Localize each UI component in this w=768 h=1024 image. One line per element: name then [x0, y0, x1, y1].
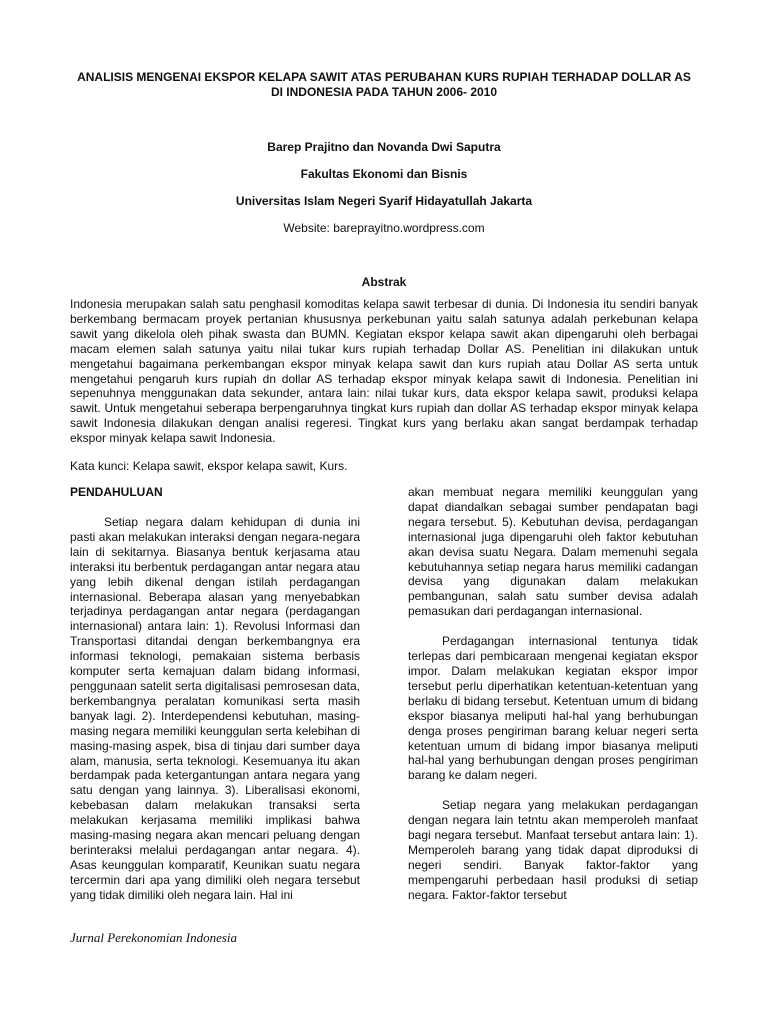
left-column	[70, 485, 360, 903]
journal-footer: Jurnal Perekonomian Indonesia	[70, 930, 238, 945]
section-heading: PENDAHULUAN	[70, 485, 163, 499]
intro-paragraph: Setiap negara dalam kehidupan di dunia ini pasti akan melakukan interaksi dengan negara-negara lain di sekitarnya. Biasanya bentuk kerjasama atau interaksi itu berbentuk perdagangan antar negara atau yang lebih dikenal dengan istilah perdagangan internasional. Beberapa alasan yang menyebabkan terjadinya perdagangan antar negara (perdagangan internasional) antara lain: 1). Revolusi Informasi dan Transportasi ditandai dengan berkembangnya era informasi teknologi, pemakaian sistema berbasis komputer serta kemajuan dalam bidang informasi, penggunaan satelit serta digitalisasi pemrosesan data, berkembangnya peralatan komunikasi serta masih banyak lagi. 2). Interdependensi kebutuhan, masing-masing negara memiliki keunggulan serta kelebihan di masing-masing aspek, bisa di tinjau dari sumber daya alam, manusia, serta teknologi. Kesemuanya itu akan berdampak pada ketergantungan antara negara yang satu dengan yang lainnya. 3). Liberalisasi ekonomi, kebebasan dalam melakukan transaksi serta melakukan kerjasama memiliki implikasi bahwa masing-masing negara akan mencari peluang dengan berinteraksi melalui perdagangan antar negara. 4). Asas keunggulan komparatif, Keunikan suatu negara tercermin dari apa yang dimiliki oleh negara tersebut yang tidak dimiliki oleh negara lain. Hal ini	[70, 515, 360, 902]
website-link[interactable]: Website: bareprayitno.wordpress.com	[283, 221, 485, 235]
abstract-body: Indonesia merupakan salah satu penghasil komoditas kelapa sawit terbesar di dunia. Di Indonesia itu sendiri banyak berkembang bermacam proyek pertanian khususnya perkebunan yaitu salah satunya adalah perkebunan kelapa sawit yang dikelola oleh pihak swasta dan BUMN. Kegiatan ekspor kelapa sawit akan dipengaruhi oleh berbagai macam elemen salah satunya yaitu nilai tukar kurs rupiah terhadap Dollar AS. Penelitian ini dilakukan untuk mengetahui bagaimana perkembangan ekspor minyak kelapa sawit dan kurs rupiah atau Dollar AS serta untuk mengetahui pengaruh kurs rupiah dn dollar AS terhadap ekspor minyak kelapa sawit di Indonesia. Penelitian ini sepenuhnya menggunakan data sekunder, antara lain: nilai tukar kurs, data ekspor kelapa sawit, produksi kelapa sawit. Untuk mengetahui seberapa berpengaruhnya tingkat kurs rupiah dan dollar AS terhadap ekspor minyak kelapa sawit Indonesia dilakukan dengan analisi regeresi. Tingkat kurs yang berlaku akan sangat berdampak terhadap ekspor minyak kelapa sawit Indonesia.	[70, 297, 698, 446]
right-column	[408, 485, 698, 903]
paper-title: ANALISIS MENGENAI EKSPOR KELAPA SAWIT ATAS PERUBAHAN KURS RUPIAH TERHADAP DOLLAR AS DI INDONESIA PADA TAHUN 2006- 2010	[77, 70, 691, 99]
author-names: Barep Prajitno dan Novanda Dwi Saputra	[267, 140, 501, 154]
keywords: Kata kunci: Kelapa sawit, ekspor kelapa sawit, Kurs.	[70, 459, 348, 473]
university-name: Universitas Islam Negeri Syarif Hidayatullah Jakarta	[235, 194, 533, 208]
abstract-heading: Abstrak	[361, 275, 407, 289]
trade-paragraph: Perdagangan internasional tentunya tidak terlepas dari pembicaraan mengenai kegiatan ekspor impor. Dalam melakukan kegiatan ekspor impor tersebut perlu diperhatikan ketentuan-ketentuan yang berlaku di bidang tersebut. Ketentuan umum di bidang ekspor biasanya meliputi hal-hal yang berhubungan denga proses pengiriman barang keluar negeri serta ketentuan umum di bidang impor biasanya meliputi hal-hal yang berhubungan dengan proses pengiriman barang ke dalam negeri.	[408, 634, 698, 783]
faculty-name: Fakultas Ekonomi dan Bisnis	[300, 167, 468, 181]
benefit-paragraph: Setiap negara yang melakukan perdagangan dengan negara lain tetntu akan memperoleh manfaat bagi negara tersebut. Manfaat tersebut antara lain: 1). Memperoleh barang yang tidak dapat diproduksi di negeri sendiri. Banyak faktor-faktor yang mempengaruhi perbedaan hasil produksi di setiap negara. Faktor-faktor tersebut	[408, 798, 698, 902]
continued-paragraph: akan membuat negara memiliki keunggulan yang dapat diandalkan sebagai sumber pendapatan bagi negara tersebut. 5). Kebutuhan devisa, perdagangan internasional juga dipengaruhi oleh faktor kebutuhan akan devisa suatu Negara. Dalam memenuhi segala kebutuhannya setiap negara harus memiliki cadangan devisa yang digunakan dalam melakukan pembangunan, salah satu sumber devisa adalah pemasukan dari perdagangan internasional.	[408, 485, 698, 619]
